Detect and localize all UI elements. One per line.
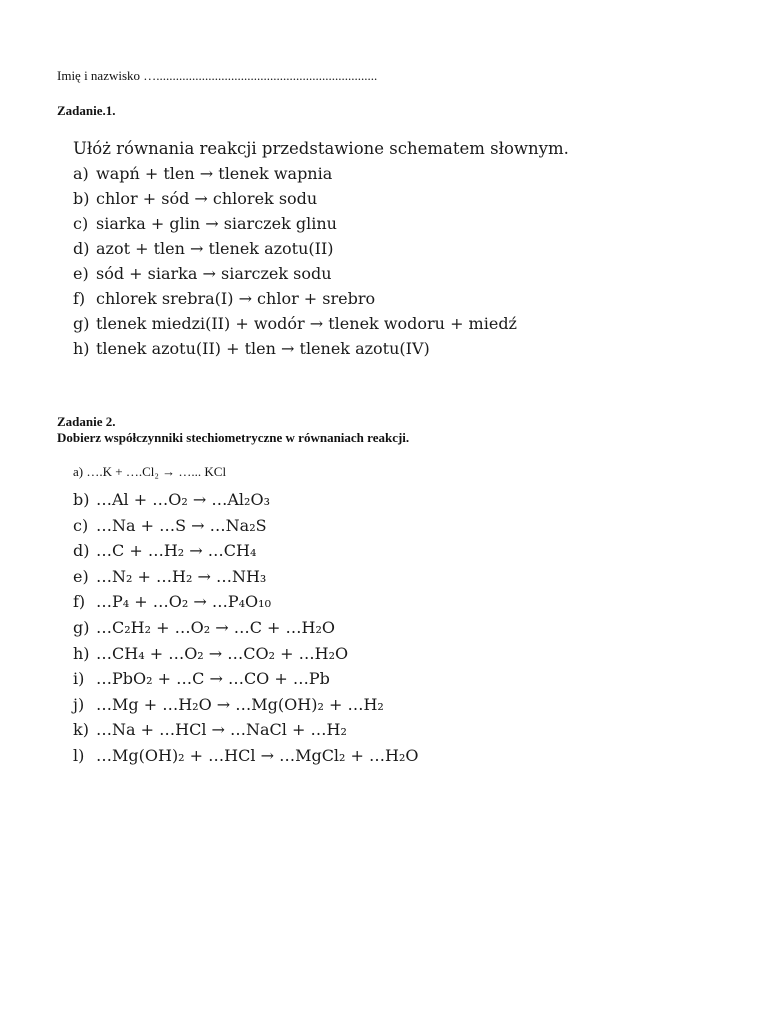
- task2-item: [73, 717, 453, 743]
- item-text: wapń + tlen → tlenek wapnia: [96, 164, 333, 183]
- item-text: …Na + …HCl → …NaCl + …H₂: [96, 720, 347, 740]
- task1-instruction: Ułóż równania reakcji przedstawione schematem słownym.: [73, 139, 569, 158]
- item-label: h): [73, 643, 90, 663]
- item-text: …CH₄ + …O₂ → …CO₂ + …H₂O: [96, 643, 349, 663]
- item-label: c): [73, 214, 89, 233]
- item-text: …Na + …S → …Na₂S: [96, 515, 267, 535]
- task2-item: [73, 692, 453, 718]
- task2-item: [73, 589, 453, 615]
- task2-item: [73, 666, 453, 692]
- item-label: d): [73, 239, 90, 258]
- task1-item: [73, 211, 533, 236]
- item-text: azot + tlen → tlenek azotu(II): [96, 239, 334, 258]
- item-label: g): [73, 314, 90, 333]
- item-text: tlenek azotu(II) + tlen → tlenek azotu(IV): [96, 339, 430, 358]
- task1-item: [73, 161, 533, 186]
- item-label: d): [73, 541, 90, 561]
- item-label: b): [73, 490, 90, 509]
- item-label: k): [73, 720, 89, 740]
- task2-title: Zadanie 2.: [57, 414, 116, 429]
- task1-item: [73, 336, 533, 361]
- item-text: …Mg(OH)₂ + …HCl → …MgCl₂ + …H₂O: [96, 745, 419, 765]
- task1-item: [73, 186, 533, 211]
- task2-item: [73, 615, 453, 641]
- item-label: h): [73, 339, 90, 358]
- item-label: f): [73, 592, 86, 612]
- item-text: …P₄ + …O₂ → …P₄O₁₀: [96, 592, 271, 612]
- name-field-label: Imię i nazwisko …....................................................................: [57, 68, 378, 83]
- task2-item: [73, 538, 453, 564]
- item-text: chlorek srebra(I) → chlor + srebro: [96, 289, 376, 308]
- item-label: e): [73, 566, 89, 586]
- task2-item-a: a) ….K + ….Cl₂ → …... KCl: [73, 464, 227, 479]
- task2-block: [73, 487, 453, 769]
- item-text: …Mg + …H₂O → …Mg(OH)₂ + …H₂: [96, 694, 384, 714]
- task1-item: [73, 261, 533, 286]
- item-label: a): [73, 164, 89, 183]
- item-text: sód + siarka → siarczek sodu: [96, 264, 332, 283]
- task1-item: [73, 311, 533, 336]
- task2-item: [73, 487, 453, 513]
- item-label: l): [73, 745, 85, 765]
- item-label: g): [73, 617, 90, 637]
- item-label: e): [73, 264, 89, 283]
- item-label: j): [73, 694, 85, 714]
- item-text: …C + …H₂ → …CH₄: [96, 541, 257, 561]
- item-label: c): [73, 515, 89, 535]
- task2-item: [73, 641, 453, 667]
- item-label: i): [73, 669, 85, 689]
- task1-block: [73, 136, 569, 361]
- item-text: chlor + sód → chlorek sodu: [96, 189, 318, 208]
- item-text: …PbO₂ + …C → …CO + …Pb: [96, 669, 330, 689]
- item-text: tlenek miedzi(II) + wodór → tlenek wodoru + miedź: [96, 314, 517, 333]
- item-text: …N₂ + …H₂ → …NH₃: [96, 566, 267, 586]
- task2-instruction: Dobierz współczynniki stechiometryczne w równaniach reakcji.: [57, 430, 410, 445]
- item-label: f): [73, 289, 86, 308]
- item-label: b): [73, 189, 90, 208]
- item-text: siarka + glin → siarczek glinu: [96, 214, 337, 233]
- item-text: …C₂H₂ + …O₂ → …C + …H₂O: [96, 617, 336, 637]
- task1-item: [73, 286, 533, 311]
- task2-item: [73, 564, 453, 590]
- item-text: …Al + …O₂ → …Al₂O₃: [96, 490, 270, 509]
- task1-title: Zadanie.1.: [57, 103, 116, 118]
- task2-item: [73, 743, 453, 769]
- task1-item: [73, 236, 533, 261]
- task2-item: [73, 513, 453, 539]
